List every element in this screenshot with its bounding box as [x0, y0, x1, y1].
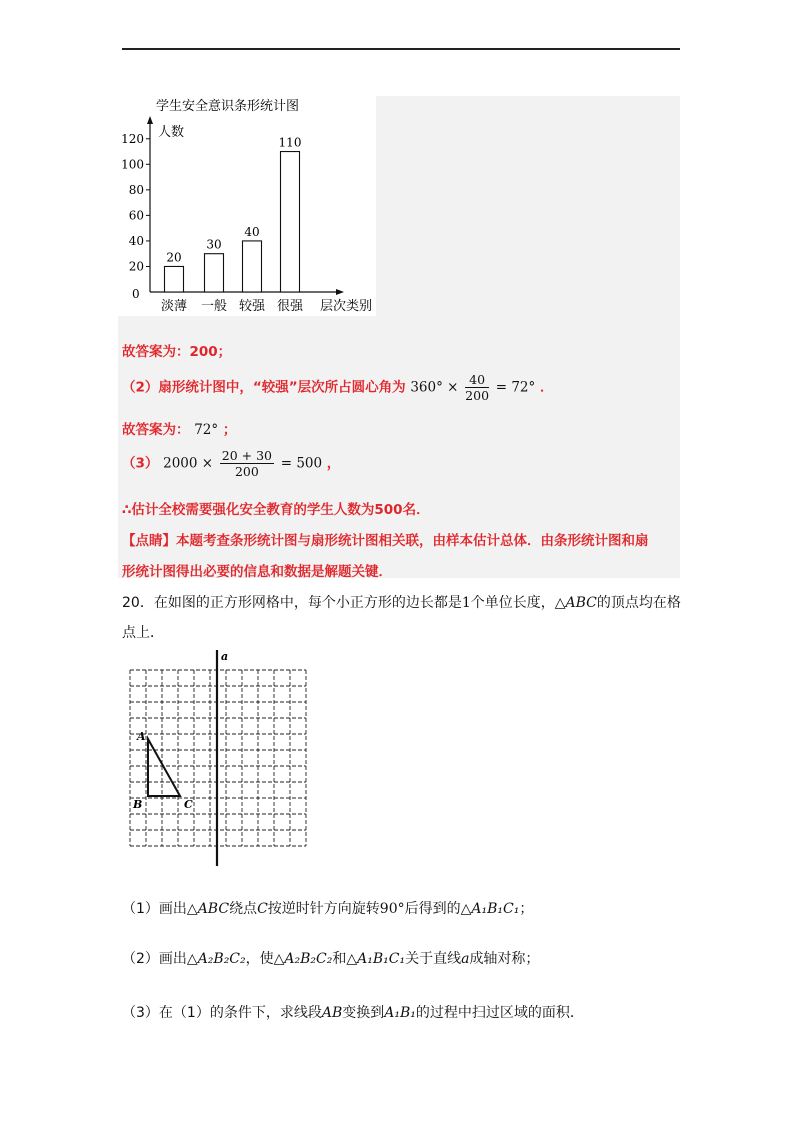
math-symbol: AB — [321, 1005, 343, 1021]
question-text: ，使 — [245, 951, 274, 967]
question-text: 和 — [332, 951, 347, 967]
dianjing-line-2 — [122, 560, 392, 580]
vertex-label-b: B — [133, 798, 143, 811]
question-text: 个单位长度， — [470, 595, 555, 611]
x-axis-label: 层次类别 — [319, 299, 373, 314]
question-text: 20．在如图的正方形网格中，每个小正方形的边长都是 — [122, 595, 462, 611]
fraction — [220, 448, 274, 479]
math-expression: 360° × — [410, 379, 459, 396]
math-symbol: C — [257, 901, 268, 917]
bar-chart — [118, 96, 376, 316]
question-text: 关于直线 — [405, 951, 462, 967]
answer-line-1 — [122, 340, 231, 360]
question-text: 变换到 — [342, 1005, 385, 1021]
header-rule — [122, 48, 680, 50]
x-tick-label: 很强 — [276, 299, 304, 314]
axis-label-a: a — [221, 650, 229, 663]
math-expression: = 72° — [495, 379, 536, 396]
vertex-label-a: A — [137, 730, 146, 743]
math-symbol: △A₁B₁C₁ — [460, 901, 520, 917]
question-text: 后得到的 — [404, 901, 461, 917]
fraction-denominator: 200 — [234, 464, 259, 479]
bar — [205, 254, 224, 292]
fraction-numerator: 40 — [465, 372, 489, 388]
x-axis-arrow — [336, 289, 344, 295]
answer-text: ． — [539, 379, 554, 396]
y-axis-arrow — [147, 116, 153, 124]
question-text: 点上． — [122, 625, 164, 641]
question-text: 成轴对称； — [469, 951, 540, 967]
answer-text: ∴估计全校需要强化安全教育的学生人数为500名． — [122, 502, 430, 518]
fraction — [465, 372, 489, 403]
part-1 — [122, 898, 533, 918]
y-tick-label: 40 — [128, 233, 144, 248]
answer-text: （3） — [122, 455, 159, 472]
math-symbol: a — [461, 951, 470, 967]
part-2 — [122, 948, 539, 968]
bar-chart-panel — [118, 96, 376, 316]
answer-text: 形统计图得出必要的信息和数据是解题关键． — [122, 564, 392, 580]
bar-data-label: 40 — [244, 224, 260, 239]
answer-line-2 — [122, 372, 553, 403]
math-symbol: △A₂B₂C₂ — [273, 951, 333, 967]
y-tick-label: 100 — [121, 157, 144, 172]
math-symbol: △ABC — [186, 901, 230, 917]
answer-text: 故答案为：200； — [122, 344, 232, 360]
math-symbol: A₁B₁ — [384, 1005, 416, 1021]
y-tick-label: 20 — [128, 259, 144, 274]
answer-text: 【点睛】本题考查条形统计图与扇形统计图相关联，由样本估计总体．由条形统计图和扇 — [122, 533, 649, 549]
x-tick-label: 一般 — [200, 299, 228, 314]
question-text: 按逆时针方向旋转 — [267, 901, 380, 917]
math-expression: 2000 × — [163, 455, 214, 472]
question-text: 的过程中扫过区域的面积． — [415, 1005, 584, 1021]
bar — [165, 266, 184, 292]
math-symbol: △ABC — [554, 595, 597, 611]
answer-text: 故答案为： — [122, 422, 190, 438]
answer-text: ， — [326, 455, 341, 472]
fraction-numerator: 20 + 30 — [221, 448, 273, 463]
answer-line-4 — [122, 448, 340, 479]
question-text: 绕点 — [229, 901, 258, 917]
math-expression: 72° — [194, 422, 219, 438]
vertex-label-c: C — [184, 798, 193, 811]
y-tick-label: 60 — [128, 208, 144, 223]
y-tick-label: 120 — [121, 131, 144, 146]
bar — [243, 241, 262, 292]
answer-text: ； — [222, 422, 237, 438]
question-text: （2）画出 — [122, 951, 187, 967]
math-symbol: △A₁B₁C₁ — [346, 951, 406, 967]
chart-title: 学生安全意识条形统计图 — [156, 99, 300, 114]
math-symbol: △A₂B₂C₂ — [186, 951, 246, 967]
dianjing-line-1 — [122, 529, 649, 549]
triangle-abc — [148, 739, 180, 796]
answer-line-3 — [122, 418, 236, 438]
fraction-denominator: 200 — [465, 388, 490, 403]
math-expression: = 500 — [280, 455, 323, 472]
answer-line-5 — [122, 498, 430, 518]
math-symbol: 1 — [461, 595, 471, 611]
bar-data-label: 110 — [278, 135, 302, 150]
y-axis-label: 人数 — [158, 125, 185, 140]
bar-data-label: 30 — [206, 237, 222, 252]
bar — [281, 152, 300, 292]
question-text: ； — [519, 901, 534, 917]
answer-text: （2）扇形统计图中，“较强”层次所占圆心角为 — [122, 379, 406, 396]
question-text: （1）画出 — [122, 901, 187, 917]
y-tick-label: 80 — [128, 182, 144, 197]
math-symbol: 90° — [379, 901, 405, 917]
x-tick-label: 淡薄 — [160, 299, 188, 314]
question-text: 的顶点均在格 — [596, 595, 681, 611]
question-text: （3）在（1）的条件下，求线段 — [122, 1005, 322, 1021]
grid-figure — [124, 648, 310, 866]
x-tick-label: 较强 — [238, 299, 266, 314]
bar-data-label: 20 — [166, 250, 182, 265]
question-20-line-1 — [122, 592, 681, 612]
part-3 — [122, 1002, 584, 1022]
y-tick-label: 0 — [132, 287, 140, 301]
question-20-line-2 — [122, 622, 164, 642]
